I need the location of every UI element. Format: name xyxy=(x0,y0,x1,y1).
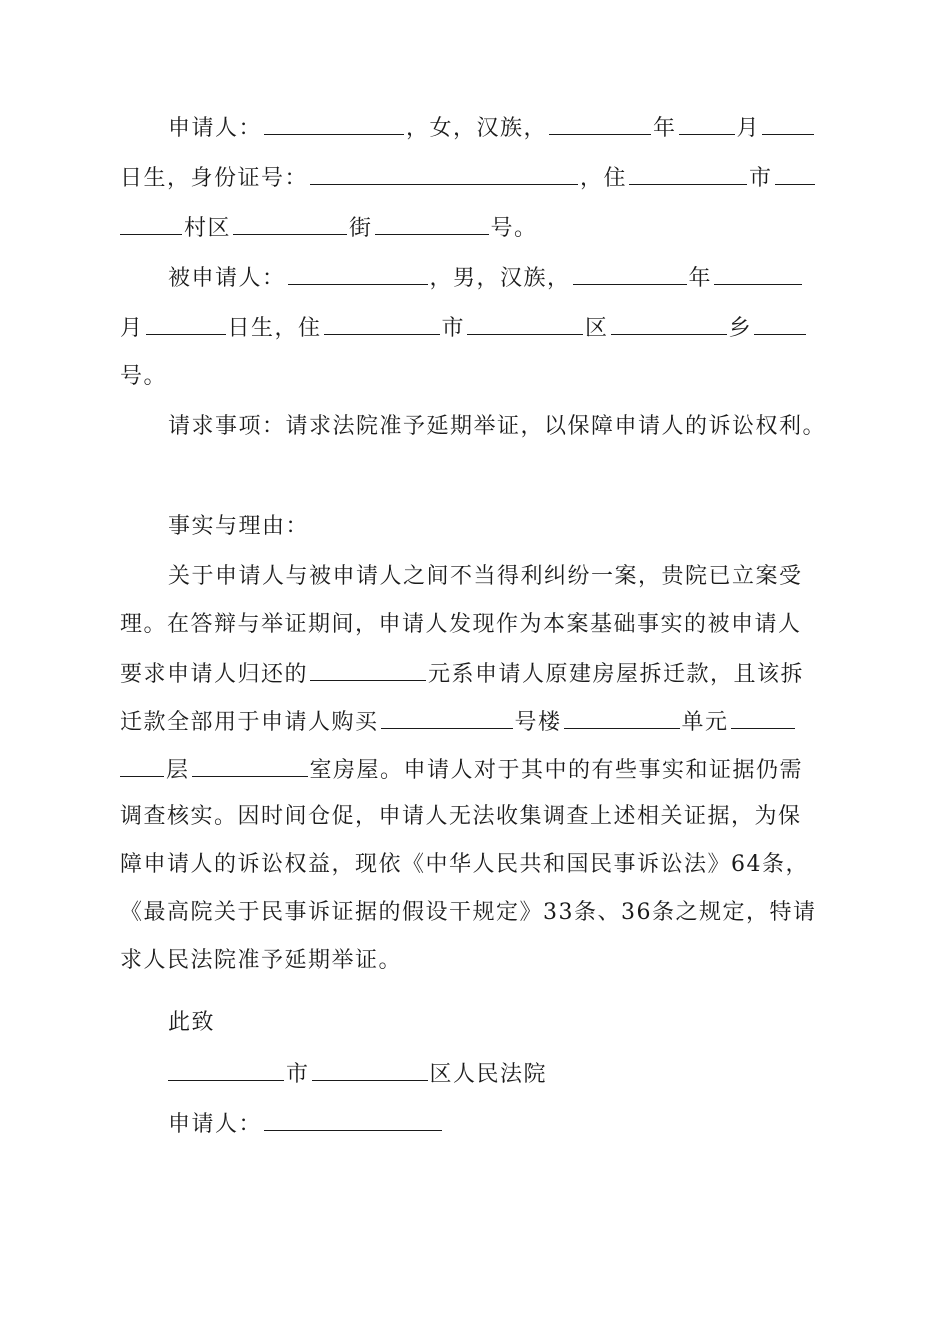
request-line xyxy=(168,412,826,442)
respondent-city-blank xyxy=(324,312,440,335)
respondent-city-label: 市 xyxy=(441,316,466,341)
respondent-born-live: 日生，住 xyxy=(227,316,322,341)
applicant-city-label: 市 xyxy=(749,166,773,191)
salutation xyxy=(168,1008,215,1038)
respondent-line-1 xyxy=(168,262,804,294)
respondent-number-blank xyxy=(754,312,806,335)
court-district-blank xyxy=(312,1058,428,1081)
applicant-name-blank xyxy=(264,112,404,135)
facts-text-8: 《最高院关于民事诉证据的假设干规定》33条、36条之规定，特请 xyxy=(120,900,817,925)
facts-line-8 xyxy=(120,898,817,928)
applicant-live: ，住 xyxy=(580,166,628,191)
court-line xyxy=(168,1058,547,1090)
signature-blank xyxy=(264,1108,442,1131)
room-blank xyxy=(192,754,308,777)
facts-text-5a: 层 xyxy=(166,758,190,783)
respondent-year-label: 年 xyxy=(688,266,713,291)
respondent-line-3 xyxy=(120,362,167,392)
applicant-number-blank xyxy=(375,212,489,235)
facts-line-3 xyxy=(120,658,804,690)
applicant-street-blank xyxy=(233,212,347,235)
applicant-line-3 xyxy=(120,212,538,244)
applicant-street-label: 街 xyxy=(349,216,373,241)
respondent-gender: ，男，汉族， xyxy=(429,266,571,291)
applicant-id-blank xyxy=(310,162,578,185)
facts-text-1: 关于申请人与被申请人之间不当得利纠纷一案，贵院已立案受 xyxy=(168,564,803,589)
facts-text-5b: 室房屋。申请人对于其中的有些事实和证据仍需 xyxy=(309,758,804,783)
court-city-blank xyxy=(168,1058,284,1081)
applicant-year-blank xyxy=(549,112,651,135)
facts-text-7: 障申请人的诉讼权益，现依《中华人民共和国民事诉讼法》64条， xyxy=(120,852,809,877)
applicant-label: 申请人： xyxy=(168,116,263,141)
respondent-month-blank-a xyxy=(714,262,802,285)
facts-text-3a: 要求申请人归还的 xyxy=(120,662,309,687)
facts-text-2: 理。在答辩与举证期间，申请人发现作为本案基础事实的被申请人 xyxy=(120,612,802,637)
court-city-label: 市 xyxy=(286,1062,310,1087)
respondent-year-blank xyxy=(573,262,687,285)
respondent-name-blank xyxy=(288,262,428,285)
respondent-district-blank xyxy=(467,312,583,335)
facts-heading xyxy=(168,512,309,542)
facts-text-3b: 元系申请人原建房屋拆迁款，且该拆 xyxy=(428,662,805,687)
amount-blank xyxy=(310,658,426,681)
applicant-year-label: 年 xyxy=(653,116,677,141)
respondent-line-2 xyxy=(120,312,808,344)
applicant-line-1 xyxy=(168,112,816,144)
respondent-township-blank xyxy=(611,312,727,335)
applicant-village-blank-a xyxy=(775,162,815,185)
floor-blank-b xyxy=(120,754,164,777)
facts-line-4 xyxy=(120,706,797,738)
facts-line-9 xyxy=(120,946,402,976)
facts-text-9: 求人民法院准予延期举证。 xyxy=(120,948,403,973)
facts-line-2 xyxy=(120,610,802,640)
facts-text-6: 调查核实。因时间仓促，申请人无法收集调查上述相关证据，为保 xyxy=(120,804,802,829)
applicant-city-blank xyxy=(629,162,747,185)
building-blank xyxy=(381,706,513,729)
facts-text-4b: 号楼 xyxy=(514,710,562,735)
respondent-township-label: 乡 xyxy=(728,316,753,341)
applicant-month-label: 月 xyxy=(736,116,761,141)
facts-line-7 xyxy=(120,850,809,880)
applicant-day-blank xyxy=(762,112,814,135)
respondent-day-blank xyxy=(146,312,226,335)
facts-line-6 xyxy=(120,802,802,832)
applicant-month-blank xyxy=(679,112,735,135)
facts-text-4c: 单元 xyxy=(681,710,729,735)
floor-blank-a xyxy=(731,706,795,729)
respondent-label: 被申请人： xyxy=(168,266,286,291)
request-text: 请求事项：请求法院准予延期举证，以保障申请人的诉讼权利。 xyxy=(168,414,827,439)
applicant-gender: ，女，汉族， xyxy=(406,116,548,141)
respondent-month-label: 月 xyxy=(120,316,144,341)
respondent-number-label: 号。 xyxy=(120,364,168,389)
applicant-village-blank-b xyxy=(120,212,182,235)
signature-line xyxy=(168,1108,444,1140)
applicant-number-label: 号。 xyxy=(490,216,538,241)
salutation-text: 此致 xyxy=(168,1010,216,1035)
applicant-line-2 xyxy=(120,162,817,194)
facts-heading-text: 事实与理由： xyxy=(168,514,310,539)
unit-blank xyxy=(564,706,680,729)
applicant-village-label: 村区 xyxy=(184,216,232,241)
facts-line-5 xyxy=(120,754,803,786)
facts-line-1 xyxy=(168,562,803,592)
signature-label: 申请人： xyxy=(168,1112,263,1137)
respondent-district-label: 区 xyxy=(585,316,609,341)
court-name: 区人民法院 xyxy=(429,1062,548,1087)
applicant-born-id: 日生，身份证号： xyxy=(120,166,309,191)
facts-text-4a: 迁款全部用于申请人购买 xyxy=(120,710,379,735)
